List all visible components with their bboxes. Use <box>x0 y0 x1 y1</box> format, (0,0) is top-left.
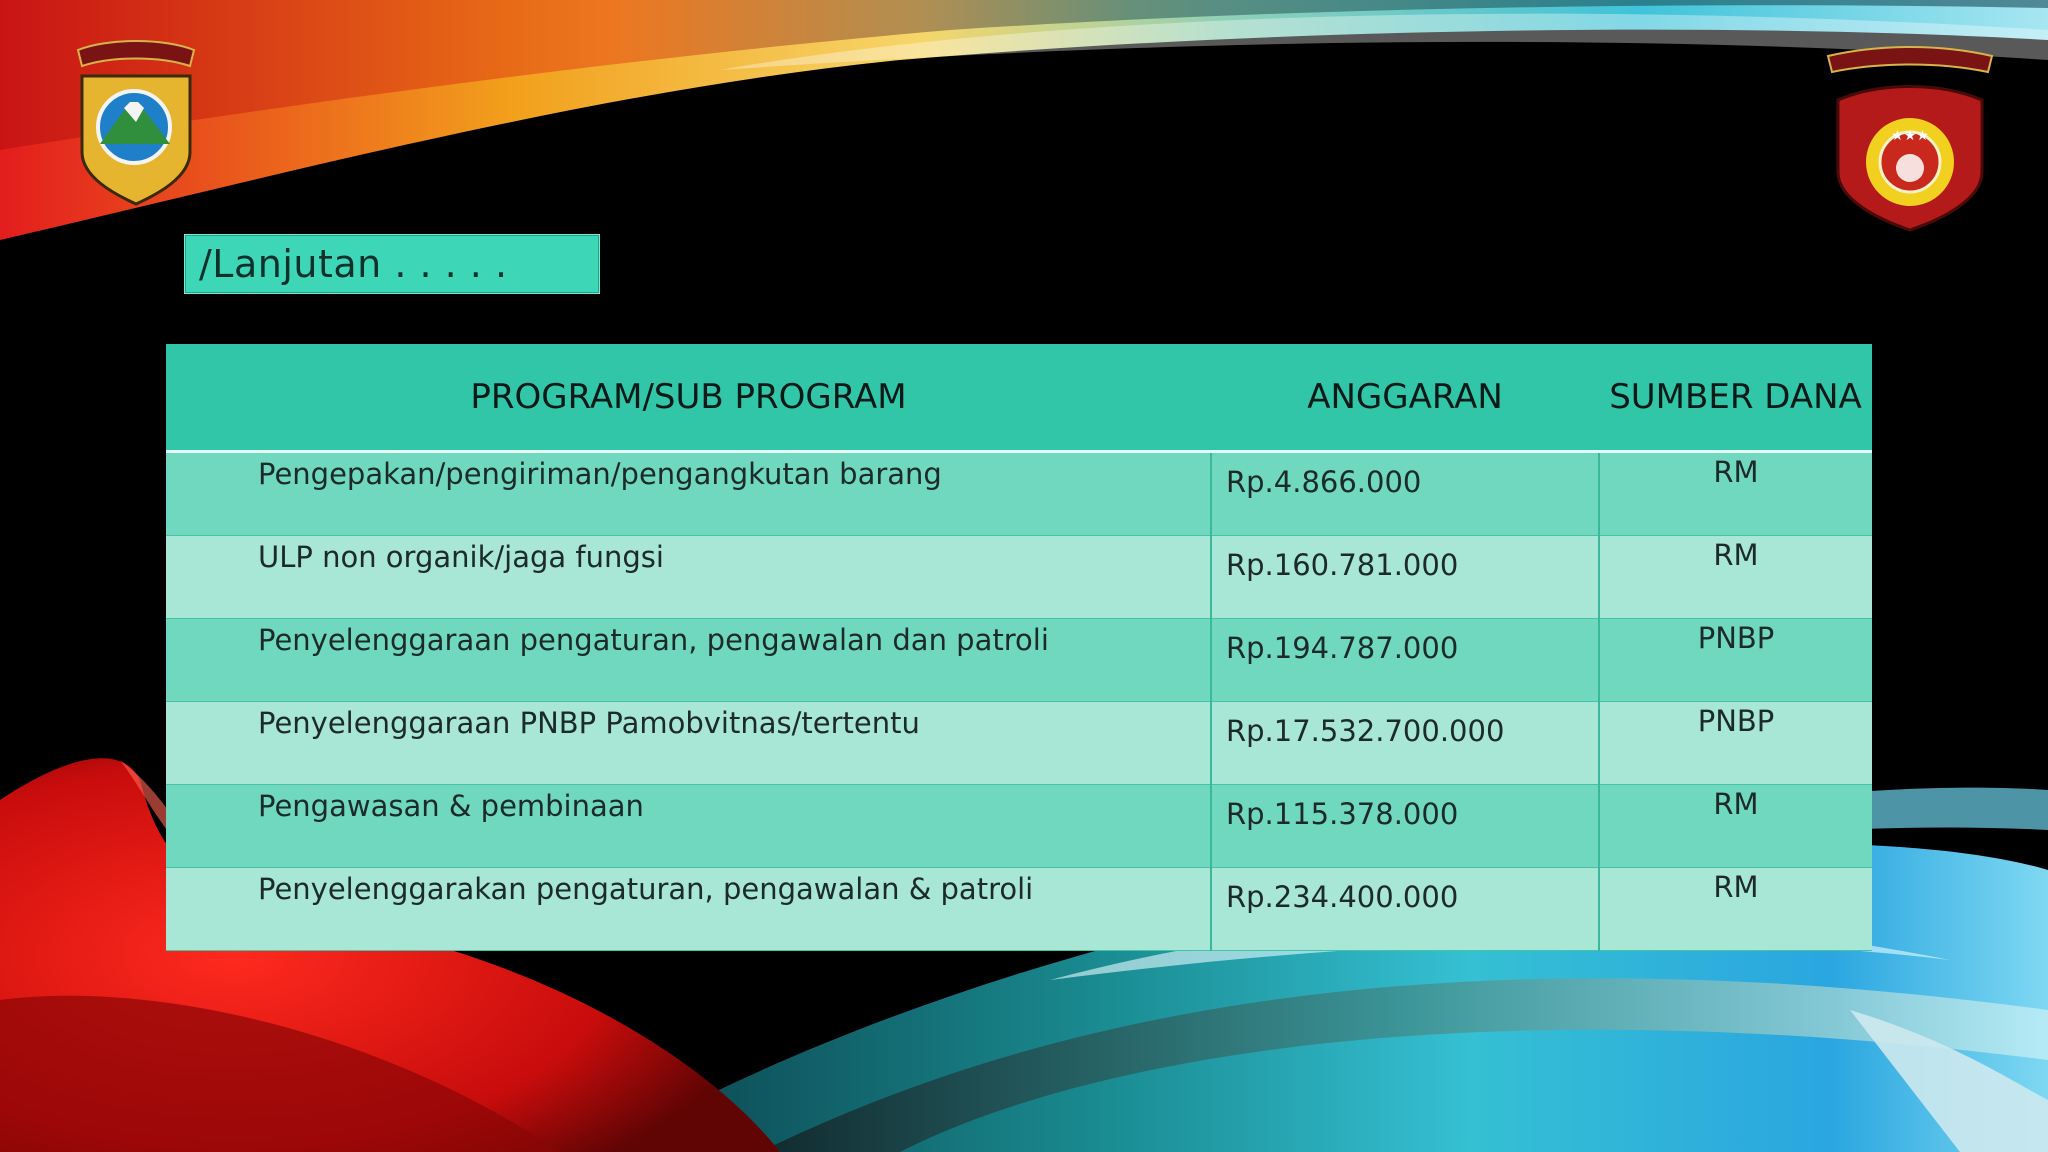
table-row <box>166 868 1872 951</box>
table-row <box>166 702 1872 785</box>
svg-text:★★★: ★★★ <box>1891 128 1929 144</box>
cell-sumber-dana: PNBP <box>1599 702 1872 785</box>
cell-anggaran: Rp.160.781.000 <box>1211 536 1599 619</box>
budget-table <box>166 344 1872 951</box>
cell-sumber-dana: RM <box>1599 452 1872 536</box>
table-header-row <box>166 344 1872 452</box>
subtitle-text: /Lanjutan . . . . . <box>199 242 508 286</box>
header-program: PROGRAM/SUB PROGRAM <box>166 344 1211 452</box>
korps-sabhara-emblem <box>1820 42 2000 232</box>
cell-program: Penyelenggaraan pengaturan, pengawalan dan patroli <box>166 619 1211 702</box>
cell-anggaran: Rp.194.787.000 <box>1211 619 1599 702</box>
cell-program: Pengawasan & pembinaan <box>166 785 1211 868</box>
header-anggaran: ANGGARAN <box>1211 344 1599 452</box>
cell-program: Pengepakan/pengiriman/pengangkutan barang <box>166 452 1211 536</box>
header-sumber-dana: SUMBER DANA <box>1599 344 1872 452</box>
cell-sumber-dana: PNBP <box>1599 619 1872 702</box>
cell-anggaran: Rp.17.532.700.000 <box>1211 702 1599 785</box>
cell-program: Penyelenggarakan pengaturan, pengawalan & patroli <box>166 868 1211 951</box>
table-row <box>166 536 1872 619</box>
cell-anggaran: Rp.4.866.000 <box>1211 452 1599 536</box>
jawa-timur-emblem <box>68 32 204 207</box>
table-row <box>166 452 1872 536</box>
cell-sumber-dana: RM <box>1599 868 1872 951</box>
cell-sumber-dana: RM <box>1599 536 1872 619</box>
cell-program: Penyelenggaraan PNBP Pamobvitnas/tertentu <box>166 702 1211 785</box>
cell-program: ULP non organik/jaga fungsi <box>166 536 1211 619</box>
subtitle-box <box>184 234 600 294</box>
cell-anggaran: Rp.115.378.000 <box>1211 785 1599 868</box>
table-row <box>166 619 1872 702</box>
cell-anggaran: Rp.234.400.000 <box>1211 868 1599 951</box>
table-row <box>166 785 1872 868</box>
cell-sumber-dana: RM <box>1599 785 1872 868</box>
